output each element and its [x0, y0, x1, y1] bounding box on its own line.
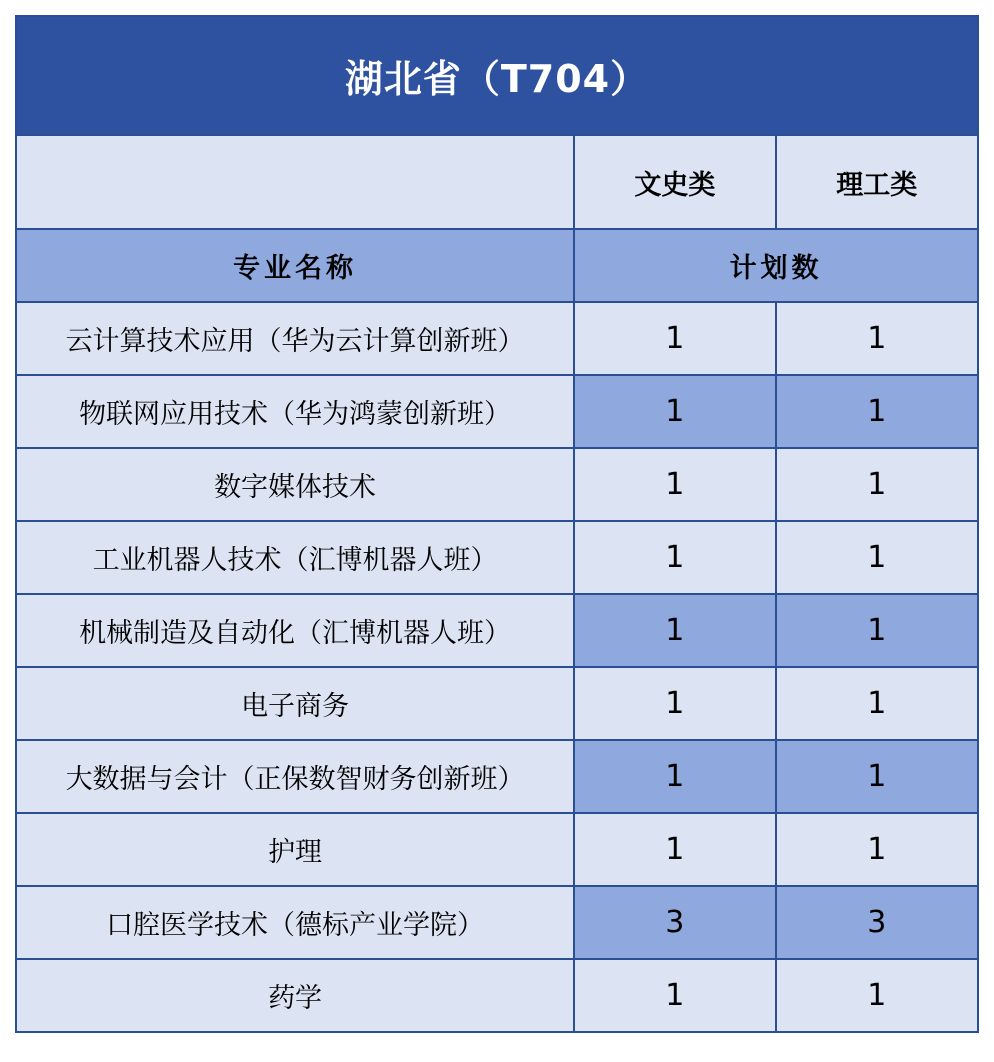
- admission-plan-table-container: [15, 15, 979, 1033]
- major-name-cell: 云计算技术应用（华为云计算创新班）: [16, 302, 574, 375]
- table-row: [16, 375, 978, 448]
- liberal-arts-count-cell: 1: [574, 448, 775, 521]
- header-science: 理工类: [776, 135, 978, 229]
- admission-plan-table: [15, 15, 979, 1033]
- table-row: [16, 521, 978, 594]
- science-count-cell: 1: [776, 813, 978, 886]
- table-row: [16, 886, 978, 959]
- table-row: [16, 448, 978, 521]
- liberal-arts-count-cell: 1: [574, 740, 775, 813]
- science-count-cell: 1: [776, 959, 978, 1032]
- table-row: [16, 813, 978, 886]
- table-row: [16, 667, 978, 740]
- major-name-cell: 护理: [16, 813, 574, 886]
- liberal-arts-count-cell: 1: [574, 521, 775, 594]
- title-row: [16, 16, 978, 135]
- header-liberal-arts: 文史类: [574, 135, 775, 229]
- science-count-cell: 1: [776, 594, 978, 667]
- science-count-cell: 1: [776, 740, 978, 813]
- header-empty-cell: [16, 135, 574, 229]
- liberal-arts-count-cell: 1: [574, 813, 775, 886]
- science-count-cell: 3: [776, 886, 978, 959]
- table-row: [16, 302, 978, 375]
- science-count-cell: 1: [776, 302, 978, 375]
- header-plan-count: 计划数: [574, 229, 978, 302]
- major-name-cell: 电子商务: [16, 667, 574, 740]
- major-name-cell: 机械制造及自动化（汇博机器人班）: [16, 594, 574, 667]
- liberal-arts-count-cell: 3: [574, 886, 775, 959]
- category-header-row: [16, 135, 978, 229]
- major-name-cell: 物联网应用技术（华为鸿蒙创新班）: [16, 375, 574, 448]
- table-row: [16, 959, 978, 1032]
- liberal-arts-count-cell: 1: [574, 667, 775, 740]
- liberal-arts-count-cell: 1: [574, 302, 775, 375]
- science-count-cell: 1: [776, 521, 978, 594]
- major-name-cell: 数字媒体技术: [16, 448, 574, 521]
- major-name-cell: 药学: [16, 959, 574, 1032]
- liberal-arts-count-cell: 1: [574, 375, 775, 448]
- table-row: [16, 594, 978, 667]
- header-major-name: 专业名称: [16, 229, 574, 302]
- major-name-cell: 大数据与会计（正保数智财务创新班）: [16, 740, 574, 813]
- science-count-cell: 1: [776, 375, 978, 448]
- major-name-cell: 口腔医学技术（德标产业学院）: [16, 886, 574, 959]
- science-count-cell: 1: [776, 667, 978, 740]
- liberal-arts-count-cell: 1: [574, 959, 775, 1032]
- major-name-cell: 工业机器人技术（汇博机器人班）: [16, 521, 574, 594]
- liberal-arts-count-cell: 1: [574, 594, 775, 667]
- sub-header-row: [16, 229, 978, 302]
- table-row: [16, 740, 978, 813]
- science-count-cell: 1: [776, 448, 978, 521]
- table-title: 湖北省（T704）: [16, 16, 978, 135]
